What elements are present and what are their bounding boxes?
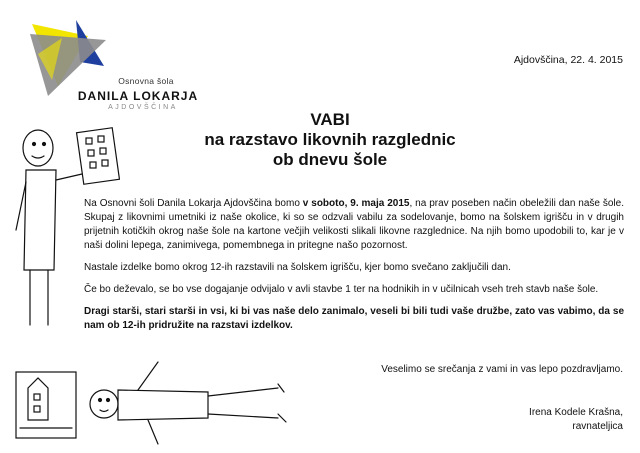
letter-date: Ajdovščina, 22. 4. 2015 xyxy=(513,54,623,66)
invitation-title xyxy=(200,110,460,170)
intro-text-end: , na prav poseben način obeležili dan naše šole. Skupaj z likovnimi umetniki iz naše okolice, ki so se odzvali vabilu za sodelovanje, bomo na šolskem igrišču in v drugih prijetnih kotičkih okrog naše šole na kartone večjih velikosti slikali likovne razglednice. Na njih bomo upodobili to, kar je v naši dolini lepega, zanimivega, pomembnega in pritegne našo pozornost. xyxy=(84,198,624,251)
logo-gray-triangle xyxy=(30,34,106,96)
closing-greeting: Veselimo se srečanja z vami in vas lepo pozdravljamo. xyxy=(381,364,623,375)
letter-body xyxy=(84,197,624,341)
lying-child-drawing xyxy=(8,348,308,448)
signature-block xyxy=(529,406,623,434)
title-line-2: na razstavo likovnih razglednic xyxy=(204,130,456,149)
paragraph-rain-plan: Če bo deževalo, se bo vse dogajanje odvijalo v avli stavbe 1 ter na hodnikih in v učilnicah vseh treh stavb naše šole. xyxy=(84,284,599,295)
intro-text-start: Na Osnovni šoli Danila Lokarja Ajdovščina bomo xyxy=(84,198,303,209)
signature-name: Irena Kodele Krašna, xyxy=(529,407,623,418)
logo-school-name: DANILA LOKARJA xyxy=(77,89,199,103)
invitation-bold-text: Dragi starši, stari starši in vsi, ki bi vas naše delo zanimalo, veseli bi bili tudi vaše družbe, zato vas vabimo, da se nam ob 12-ih pridružite na razstavi izdelkov. xyxy=(84,306,624,331)
event-date-highlight: v soboto, 9. maja 2015 xyxy=(302,198,410,209)
school-logo xyxy=(18,14,218,111)
logo-town: AJDOVŠČINA xyxy=(108,104,178,111)
paragraph-intro xyxy=(84,197,624,253)
logo-school-type: Osnovna šola xyxy=(118,76,174,86)
paragraph-exhibition: Nastale izdelke bomo okrog 12-ih razstavili na šolskem igrišču, kjer bomo svečano zaključili dan. xyxy=(84,262,511,273)
title-line-1: VABI xyxy=(310,110,350,129)
title-line-3: ob dnevu šole xyxy=(272,150,388,169)
paragraph-invitation xyxy=(84,305,624,333)
signature-role: ravnateljica xyxy=(572,421,623,432)
